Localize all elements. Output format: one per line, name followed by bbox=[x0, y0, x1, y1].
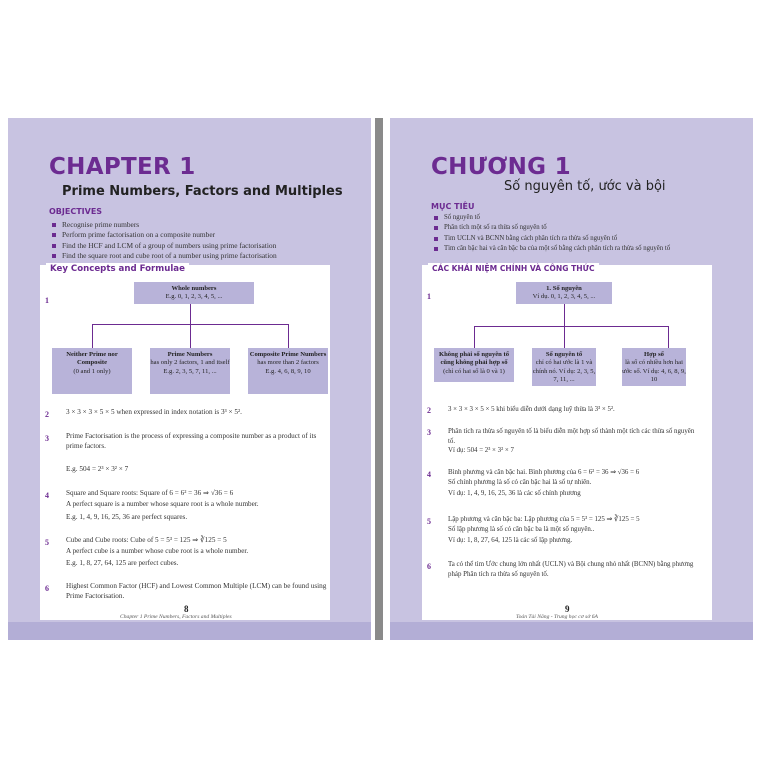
section-title: CÁC KHÁI NIỆM CHÍNH VÀ CÔNG THỨC bbox=[428, 263, 599, 275]
item-marker: 3 bbox=[45, 434, 49, 443]
tree-branch-box bbox=[248, 348, 328, 394]
tree-branch-title: Composite Prime Numbers bbox=[249, 351, 327, 358]
item-prime-factorisation: Prime Factorisation is the process of expressing a composite number as a product of its prime factors. bbox=[66, 432, 317, 450]
item-index-notation: 3 × 3 × 3 × 5 × 5 when expressed in index notation is 3³ × 5². bbox=[66, 408, 242, 416]
right-page bbox=[390, 118, 753, 640]
item-marker: 4 bbox=[427, 470, 431, 479]
item-square-roots: Square and Square roots: Square of 6 = 6² = 36 ⇒ √36 = 6 bbox=[66, 489, 234, 497]
item-cube-roots: Lập phương và căn bậc ba: Lập phương của 5 = 5³ = 125 ⇒ ∛125 = 5 bbox=[448, 516, 640, 523]
objective-item: Tìm UCLN và BCNN bằng cách phân tích ra thừa số nguyên tố bbox=[434, 234, 670, 244]
page-number: 9 bbox=[565, 604, 570, 614]
item-marker: 6 bbox=[45, 584, 49, 593]
item-marker: 1 bbox=[427, 292, 431, 301]
objectives-title: OBJECTIVES bbox=[49, 207, 103, 216]
tree-connector bbox=[474, 326, 475, 348]
page-bottom-band bbox=[8, 622, 371, 640]
tree-branch-text: (chỉ có hai số là 0 và 1) bbox=[443, 367, 505, 375]
tree-branch-title: Prime Numbers bbox=[167, 351, 213, 358]
tree-connector bbox=[564, 304, 565, 326]
tree-branch-example: E.g. 2, 3, 5, 7, 11, ... bbox=[163, 367, 217, 375]
objective-item: Find the square root and cube root of a number using prime factorisation bbox=[52, 251, 277, 261]
objective-item: Recognise prime numbers bbox=[52, 220, 277, 230]
item-marker: 2 bbox=[427, 406, 431, 415]
tree-connector bbox=[564, 326, 565, 348]
tree-branch-box bbox=[150, 348, 230, 394]
item-marker: 3 bbox=[427, 428, 431, 437]
tree-branch-text: chỉ có hai ước là 1 và chính nó. Ví dụ: 2, 3, 5, 7, 11, ... bbox=[532, 359, 596, 384]
section-title: Key Concepts and Formulae bbox=[46, 263, 189, 276]
tree-root-text: E.g. 0, 1, 2, 3, 4, 5, ... bbox=[165, 293, 223, 301]
tree-connector bbox=[92, 324, 93, 348]
page-caption: Chapter 1 Prime Numbers, Factors and Multiples bbox=[120, 614, 232, 620]
tree-branch-text: has more than 2 factors bbox=[257, 359, 319, 367]
tree-branch-title: Không phải số nguyên tố cũng không phải hợp số bbox=[439, 351, 509, 367]
tree-connector bbox=[190, 304, 191, 324]
tree-branch-title: Hợp số bbox=[644, 351, 664, 358]
item-hcf-lcm: Highest Common Factor (HCF) and Lowest Common Multiple (LCM) can be found using Prime Factorisation. bbox=[66, 582, 327, 600]
item-marker: 5 bbox=[45, 538, 49, 547]
tree-branch-box bbox=[434, 348, 514, 382]
item-perfect-square: A perfect square is a number whose square root is a whole number. bbox=[66, 500, 259, 508]
item-example: E.g. 504 = 2³ × 3² × 7 bbox=[66, 465, 129, 473]
objective-item: Find the HCF and LCM of a group of numbers using prime factorisation bbox=[52, 241, 277, 251]
left-page bbox=[8, 118, 371, 640]
objective-item: Perform prime factorisation on a composite number bbox=[52, 230, 277, 240]
tree-root-box bbox=[516, 282, 612, 304]
tree-connector bbox=[190, 324, 191, 348]
tree-branch-box bbox=[532, 348, 596, 386]
tree-connector bbox=[668, 326, 669, 348]
tree-branch-box bbox=[622, 348, 686, 386]
item-example: E.g. 1, 8, 27, 64, 125 are perfect cubes. bbox=[66, 559, 179, 567]
tree-root-title: 1. Số nguyên bbox=[546, 285, 582, 292]
tree-root-text: Ví dụ. 0, 1, 2, 3, 4, 5, ... bbox=[532, 293, 596, 301]
objectives-list bbox=[52, 220, 277, 262]
objectives-list bbox=[434, 213, 670, 255]
item-cube-roots: Cube and Cube roots: Cube of 5 = 5³ = 125 ⇒ ∛125 = 5 bbox=[66, 536, 227, 544]
item-prime-factorisation: Phân tích ra thừa số nguyên tố là biểu diễn một hợp số thành một tích các thừa số nguyên tố. bbox=[448, 428, 695, 445]
item-perfect-cube: A perfect cube is a number whose cube root is a whole number. bbox=[66, 547, 249, 555]
item-marker: 2 bbox=[45, 410, 49, 419]
objectives-title: MỤC TIÊU bbox=[431, 202, 475, 211]
item-perfect-square: Số chính phương là số có căn bậc hai là số tự nhiên. bbox=[448, 479, 592, 486]
page-divider bbox=[375, 118, 383, 640]
item-marker: 1 bbox=[45, 296, 49, 305]
tree-branch-title: Số nguyên tố bbox=[545, 351, 583, 358]
item-marker: 6 bbox=[427, 562, 431, 571]
tree-branch-title: Neither Prime nor Composite bbox=[66, 351, 118, 367]
item-perfect-cube: Số lập phương là số có căn bậc ba là một số nguyên.. bbox=[448, 526, 595, 533]
item-marker: 5 bbox=[427, 517, 431, 526]
tree-branch-text: has only 2 factors, 1 and itself bbox=[150, 359, 230, 367]
tree-root-title: Whole numbers bbox=[171, 285, 217, 292]
chapter-heading: CHƯƠNG 1 bbox=[431, 154, 571, 180]
item-index-notation: 3 × 3 × 3 × 5 × 5 khi biểu diễn dưới dạng luỹ thừa là 3³ × 5². bbox=[448, 406, 615, 413]
item-hcf-lcm: Ta có thể tìm Ước chung lớn nhất (UCLN) và Bội chung nhỏ nhất (BCNN) bằng phương pháp Phân tích ra thừa số nguyên tố. bbox=[448, 561, 694, 578]
tree-branch-example: E.g. 4, 6, 8, 9, 10 bbox=[265, 367, 311, 375]
page-bottom-band bbox=[390, 622, 753, 640]
objective-item: Tìm căn bậc hai và căn bậc ba của một số bằng cách phân tích ra thừa số nguyên tố bbox=[434, 244, 670, 254]
chapter-heading: CHAPTER 1 bbox=[49, 154, 196, 180]
item-marker: 4 bbox=[45, 491, 49, 500]
chapter-subtitle: Prime Numbers, Factors and Multiples bbox=[62, 184, 343, 199]
item-example: Ví dụ: 1, 4, 9, 16, 25, 36 là các số chính phương bbox=[448, 490, 581, 497]
item-square-roots: Bình phương và căn bậc hai. Bình phương của 6 = 6² = 36 ⇒ √36 = 6 bbox=[448, 469, 640, 476]
tree-connector bbox=[474, 326, 668, 327]
page-caption: Toán Tài Năng - Trung học cơ sở 6A bbox=[516, 614, 598, 620]
item-example: Ví dụ: 1, 8, 27, 64, 125 là các số lập phương. bbox=[448, 537, 573, 544]
item-example: E.g. 1, 4, 9, 16, 25, 36 are perfect squares. bbox=[66, 513, 188, 521]
page-number: 8 bbox=[184, 604, 189, 614]
tree-connector bbox=[288, 324, 289, 348]
objective-item: Phân tích một số ra thừa số nguyên tố bbox=[434, 223, 670, 233]
tree-root-box bbox=[134, 282, 254, 304]
chapter-subtitle: Số nguyên tố, ước và bội bbox=[504, 179, 666, 194]
tree-branch-box bbox=[52, 348, 132, 394]
item-example: Ví dụ: 504 = 2³ × 3² × 7 bbox=[448, 447, 514, 454]
tree-branch-text: (0 and 1 only) bbox=[73, 367, 111, 375]
objective-item: Số nguyên tố bbox=[434, 213, 670, 223]
tree-branch-text: là số có nhiều hơn hai ước số. Ví dụ: 4, 6, 8, 9, 10 bbox=[622, 359, 686, 384]
